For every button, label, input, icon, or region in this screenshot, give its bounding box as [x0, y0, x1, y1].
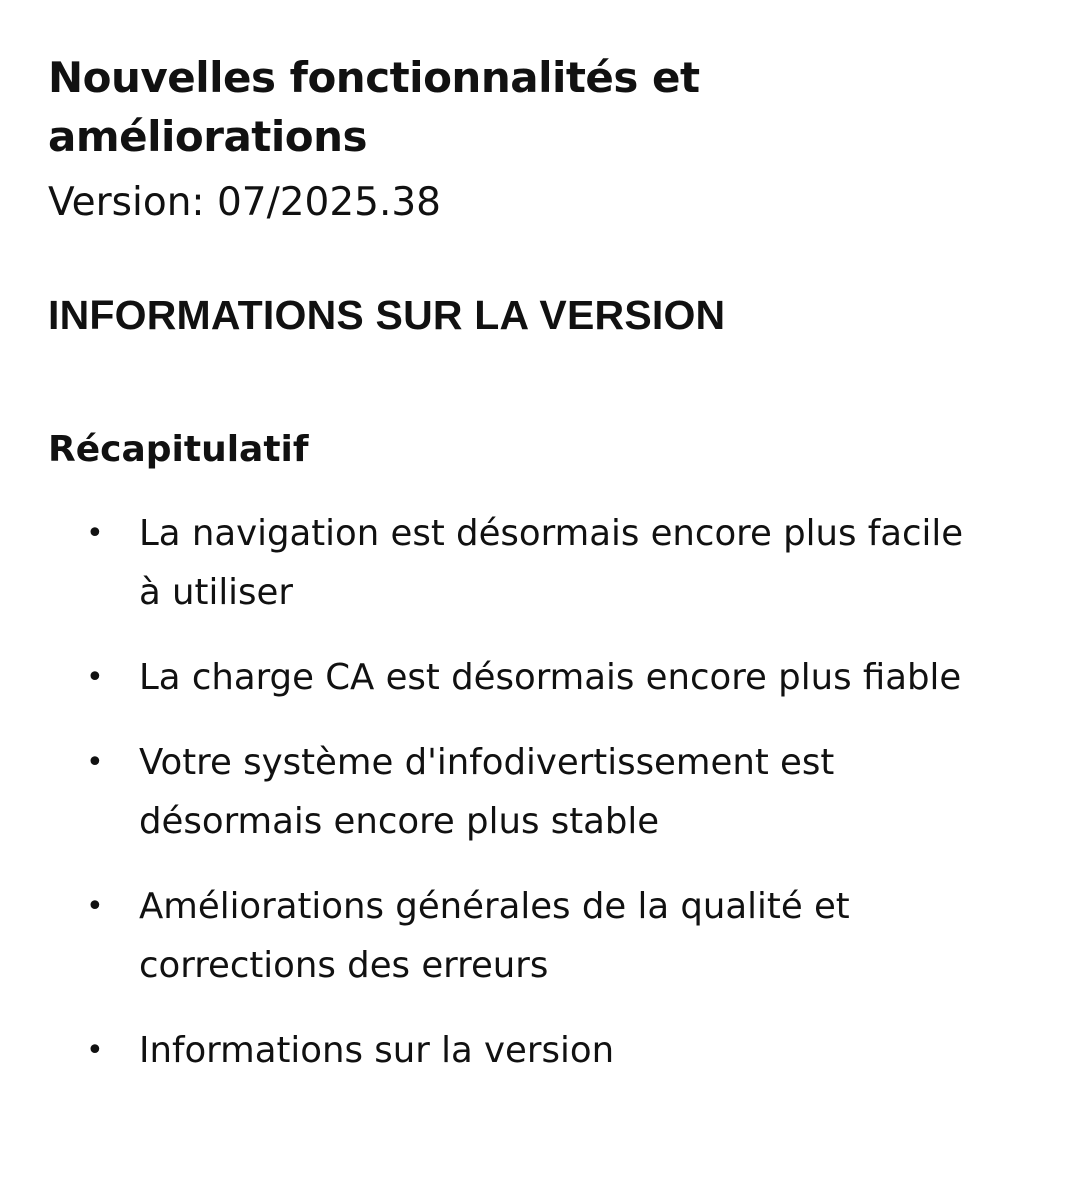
- bullet-icon: •: [86, 1033, 104, 1068]
- summary-heading: Récapitulatif: [48, 429, 309, 470]
- list-item: [48, 877, 969, 995]
- list-item-text: Votre système d'infodivertissement est désormais encore plus stable: [139, 742, 835, 842]
- section-heading: INFORMATIONS SUR LA VERSION: [48, 292, 726, 338]
- bullet-icon: •: [86, 889, 104, 924]
- bullet-icon: •: [86, 660, 104, 695]
- summary-list: [48, 504, 1038, 1080]
- bullet-icon: •: [86, 516, 104, 551]
- list-item: [48, 733, 969, 851]
- list-item: [48, 504, 969, 622]
- version-label: Version: 07/2025.38: [48, 180, 441, 225]
- list-item: [48, 648, 969, 707]
- list-item-release-info[interactable]: [48, 1021, 969, 1080]
- bullet-icon: •: [86, 745, 104, 780]
- list-item-text[interactable]: Informations sur la version: [139, 1030, 615, 1071]
- list-item-text: La navigation est désormais encore plus facile à utiliser: [139, 513, 964, 613]
- list-item-text: Améliorations générales de la qualité et corrections des erreurs: [139, 886, 850, 986]
- page-title: Nouvelles fonctionnalités et améliorations: [48, 53, 700, 161]
- release-notes-page: [48, 48, 1038, 1106]
- list-item-text: La charge CA est désormais encore plus fiable: [139, 657, 962, 698]
